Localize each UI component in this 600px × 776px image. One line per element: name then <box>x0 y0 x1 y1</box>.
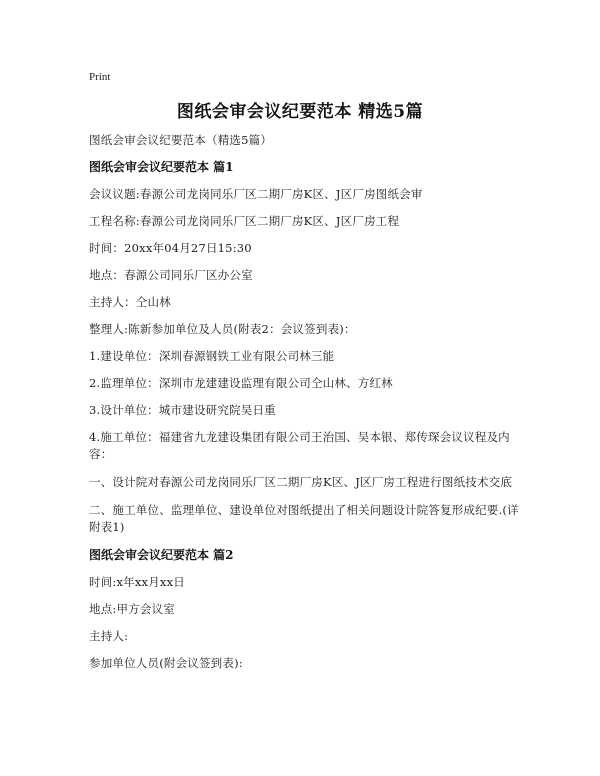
agenda-item-1: 一、设计院对春源公司龙岗同乐厂区二期厂房K区、J区厂房工程进行图纸技术交底 <box>89 475 513 489</box>
project-name: 工程名称:春源公司龙岗同乐厂区二期厂房K区、J区厂房工程 <box>89 214 400 228</box>
meeting-recorder: 整理人:陈新参加单位及人员(附表2：会议签到表)： <box>89 322 356 336</box>
meeting-location: 地点：春源公司同乐厂区办公室 <box>89 268 253 282</box>
meeting-topic: 会议议题:春源公司龙岗同乐厂区二期厂房K区、J区厂房图纸会审 <box>89 187 423 201</box>
attendee-contractor-unit: 4.施工单位：福建省九龙建设集团有限公司王治国、吴本银、郑传琛会议议程及内容： <box>89 430 510 461</box>
print-label: Print <box>89 71 111 83</box>
meeting-host: 主持人：仝山林 <box>89 295 171 309</box>
meeting2-host: 主持人: <box>89 629 129 643</box>
document-body <box>89 132 529 682</box>
meeting2-attendees: 参加单位人员(附会议签到表): <box>89 656 243 670</box>
meeting2-time: 时间:x年xx月xx日 <box>89 575 186 589</box>
meeting2-location: 地点:甲方会议室 <box>89 602 175 616</box>
section-heading-2: 图纸会审会议纪要范本 篇2 <box>89 548 234 562</box>
agenda-item-2: 二、施工单位、监理单位、建设单位对图纸提出了相关问题设计院答复形成纪要.(详附表1) <box>89 503 519 534</box>
page-title: 图纸会审会议纪要范本 精选5篇 <box>176 102 424 122</box>
attendee-construction-unit: 1.建设单位：深圳春源钢铁工业有限公司林三能 <box>89 349 335 363</box>
attendee-design-unit: 3.设计单位：城市建设研究院吴日重 <box>89 403 276 417</box>
attendee-supervision-unit: 2.监理单位：深圳市龙建建设监理有限公司仝山林、方红林 <box>89 376 393 390</box>
meeting-time: 时间：20xx年04月27日15:30 <box>89 241 252 255</box>
section-heading-1: 图纸会审会议纪要范本 篇1 <box>89 160 234 174</box>
document-subtitle: 图纸会审会议纪要范本（精选5篇） <box>89 133 273 147</box>
